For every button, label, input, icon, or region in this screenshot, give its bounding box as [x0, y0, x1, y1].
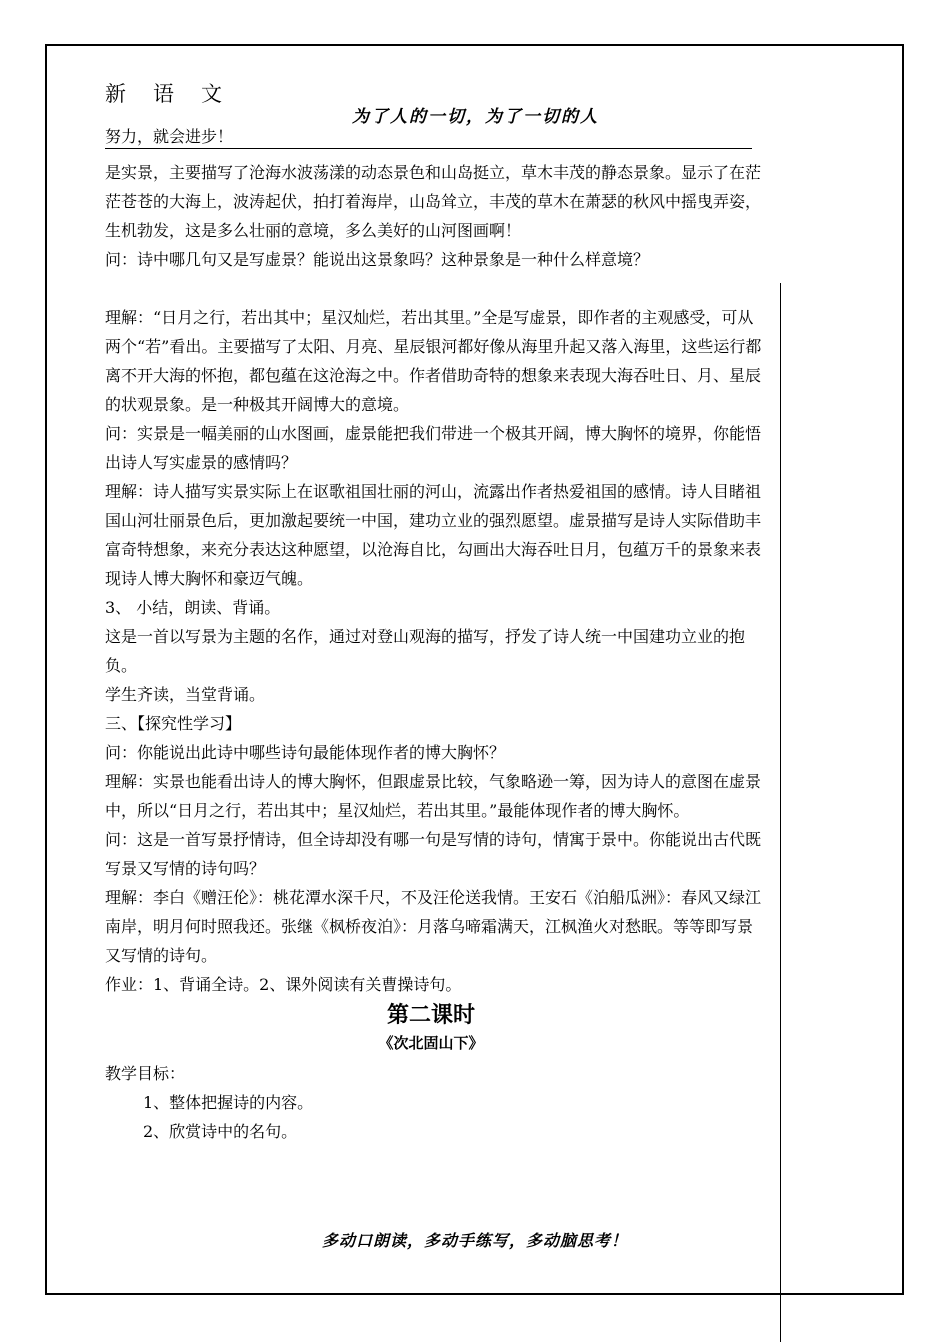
lesson-title: 第二课时 [386, 1003, 475, 1028]
header-motto: 为了人的一切，为了一切的人 [352, 107, 599, 127]
goals-label: 教学目标： [105, 1064, 186, 1083]
summary-heading: 3、 小结，朗读、背诵。 [105, 598, 281, 617]
footer-motto: 多动口朗读，多动手练写，多动脑思考！ [321, 1231, 628, 1250]
answer-ancient-poems: 理解：李白《赠汪伦》：桃花潭水深千尺，不及汪伦送我情。王安石《泊船瓜洲》：春风又绿江南岸，明月何时照我还。张继《枫桥夜泊》：月落乌啼霜满天，江枫渔火对愁眠。等等即写景又写情的诗句。 [105, 888, 762, 965]
lesson-subtitle: 《次北固山下》 [378, 1034, 484, 1052]
answer-broad-mind: 理解：实景也能看出诗人的博大胸怀，但跟虚景比较，气象略逊一筹，因为诗人的意图在虚景中，所以“日月之行，若出其中；星汉灿烂，若出其里。”最能体现作者的博大胸怀。 [105, 772, 762, 820]
header-title: 新语文 [105, 82, 249, 106]
homework: 作业：1、背诵全诗。2、课外阅读有关曹操诗句。 [105, 975, 462, 994]
question-broad-mind: 问：你能说出此诗中哪些诗句最能体现作者的博大胸怀？ [105, 743, 506, 762]
margin-line [780, 283, 781, 1342]
question-emotion: 问：实景是一幅美丽的山水图画，虚景能把我们带进一个极其开阔，博大胸怀的境界，你能悟出诗人写实虚景的感情吗？ [105, 424, 762, 472]
goal-item: 1、整体把握诗的内容。 [143, 1093, 314, 1112]
answer-emotion: 理解：诗人描写实景实际上在讴歌祖国壮丽的河山，流露出作者热爱祖国的感情。诗人目睹祖国山河壮丽景色后，更加激起要统一中国，建功立业的强烈愿望。虚景描写是诗人实际借助丰富奇特想象，来充分表达这种愿望，以沧海自比，勾画出大海吞吐日月，包蕴万千的景象来表现诗人博大胸怀和豪迈气魄。 [105, 482, 762, 588]
document-body [105, 158, 767, 1146]
section-heading-inquiry: 三、【探究性学习】 [105, 714, 242, 733]
question-virtual-scene: 问：诗中哪几句又是写虚景？能说出这景象吗？这种景象是一种什么样意境？ [105, 250, 650, 269]
paragraph-real-scene: 是实景，主要描写了沧海水波荡漾的动态景色和山岛挺立，草木丰茂的静态景象。显示了在茫茫苍苍的大海上，波涛起伏，拍打着海岸，山岛耸立，丰茂的草木在萧瑟的秋风中摇曳弄姿，生机勃发，这是多么壮丽的意境，多么美好的山河图画啊！ [105, 163, 762, 240]
header-subtitle: 努力，就会进步！ [105, 127, 234, 146]
goal-item: 2、欣赏诗中的名句。 [143, 1122, 298, 1141]
answer-virtual-scene: 理解：“日月之行，若出其中；星汉灿烂，若出其里。”全是写虚景，即作者的主观感受，可从两个“若”看出。主要描写了太阳、月亮、星辰银河都好像从海里升起又落入海里，这些运行都离不开大海的怀抱，都包蕴在这沧海之中。作者借助奇特的想象来表现大海吞吐日、月、星辰的状观景象。是一种极其开阔博大的意境。 [105, 308, 762, 414]
recite-note: 学生齐读，当堂背诵。 [105, 685, 266, 704]
question-ancient-poems: 问：这是一首写景抒情诗，但全诗却没有哪一句是写情的诗句，情寓于景中。你能说出古代既写景又写情的诗句吗？ [105, 830, 762, 878]
blank-line [105, 274, 767, 303]
summary-text: 这是一首以写景为主题的名作，通过对登山观海的描写，抒发了诗人统一中国建功立业的抱负。 [105, 627, 746, 675]
header-divider [105, 148, 752, 149]
